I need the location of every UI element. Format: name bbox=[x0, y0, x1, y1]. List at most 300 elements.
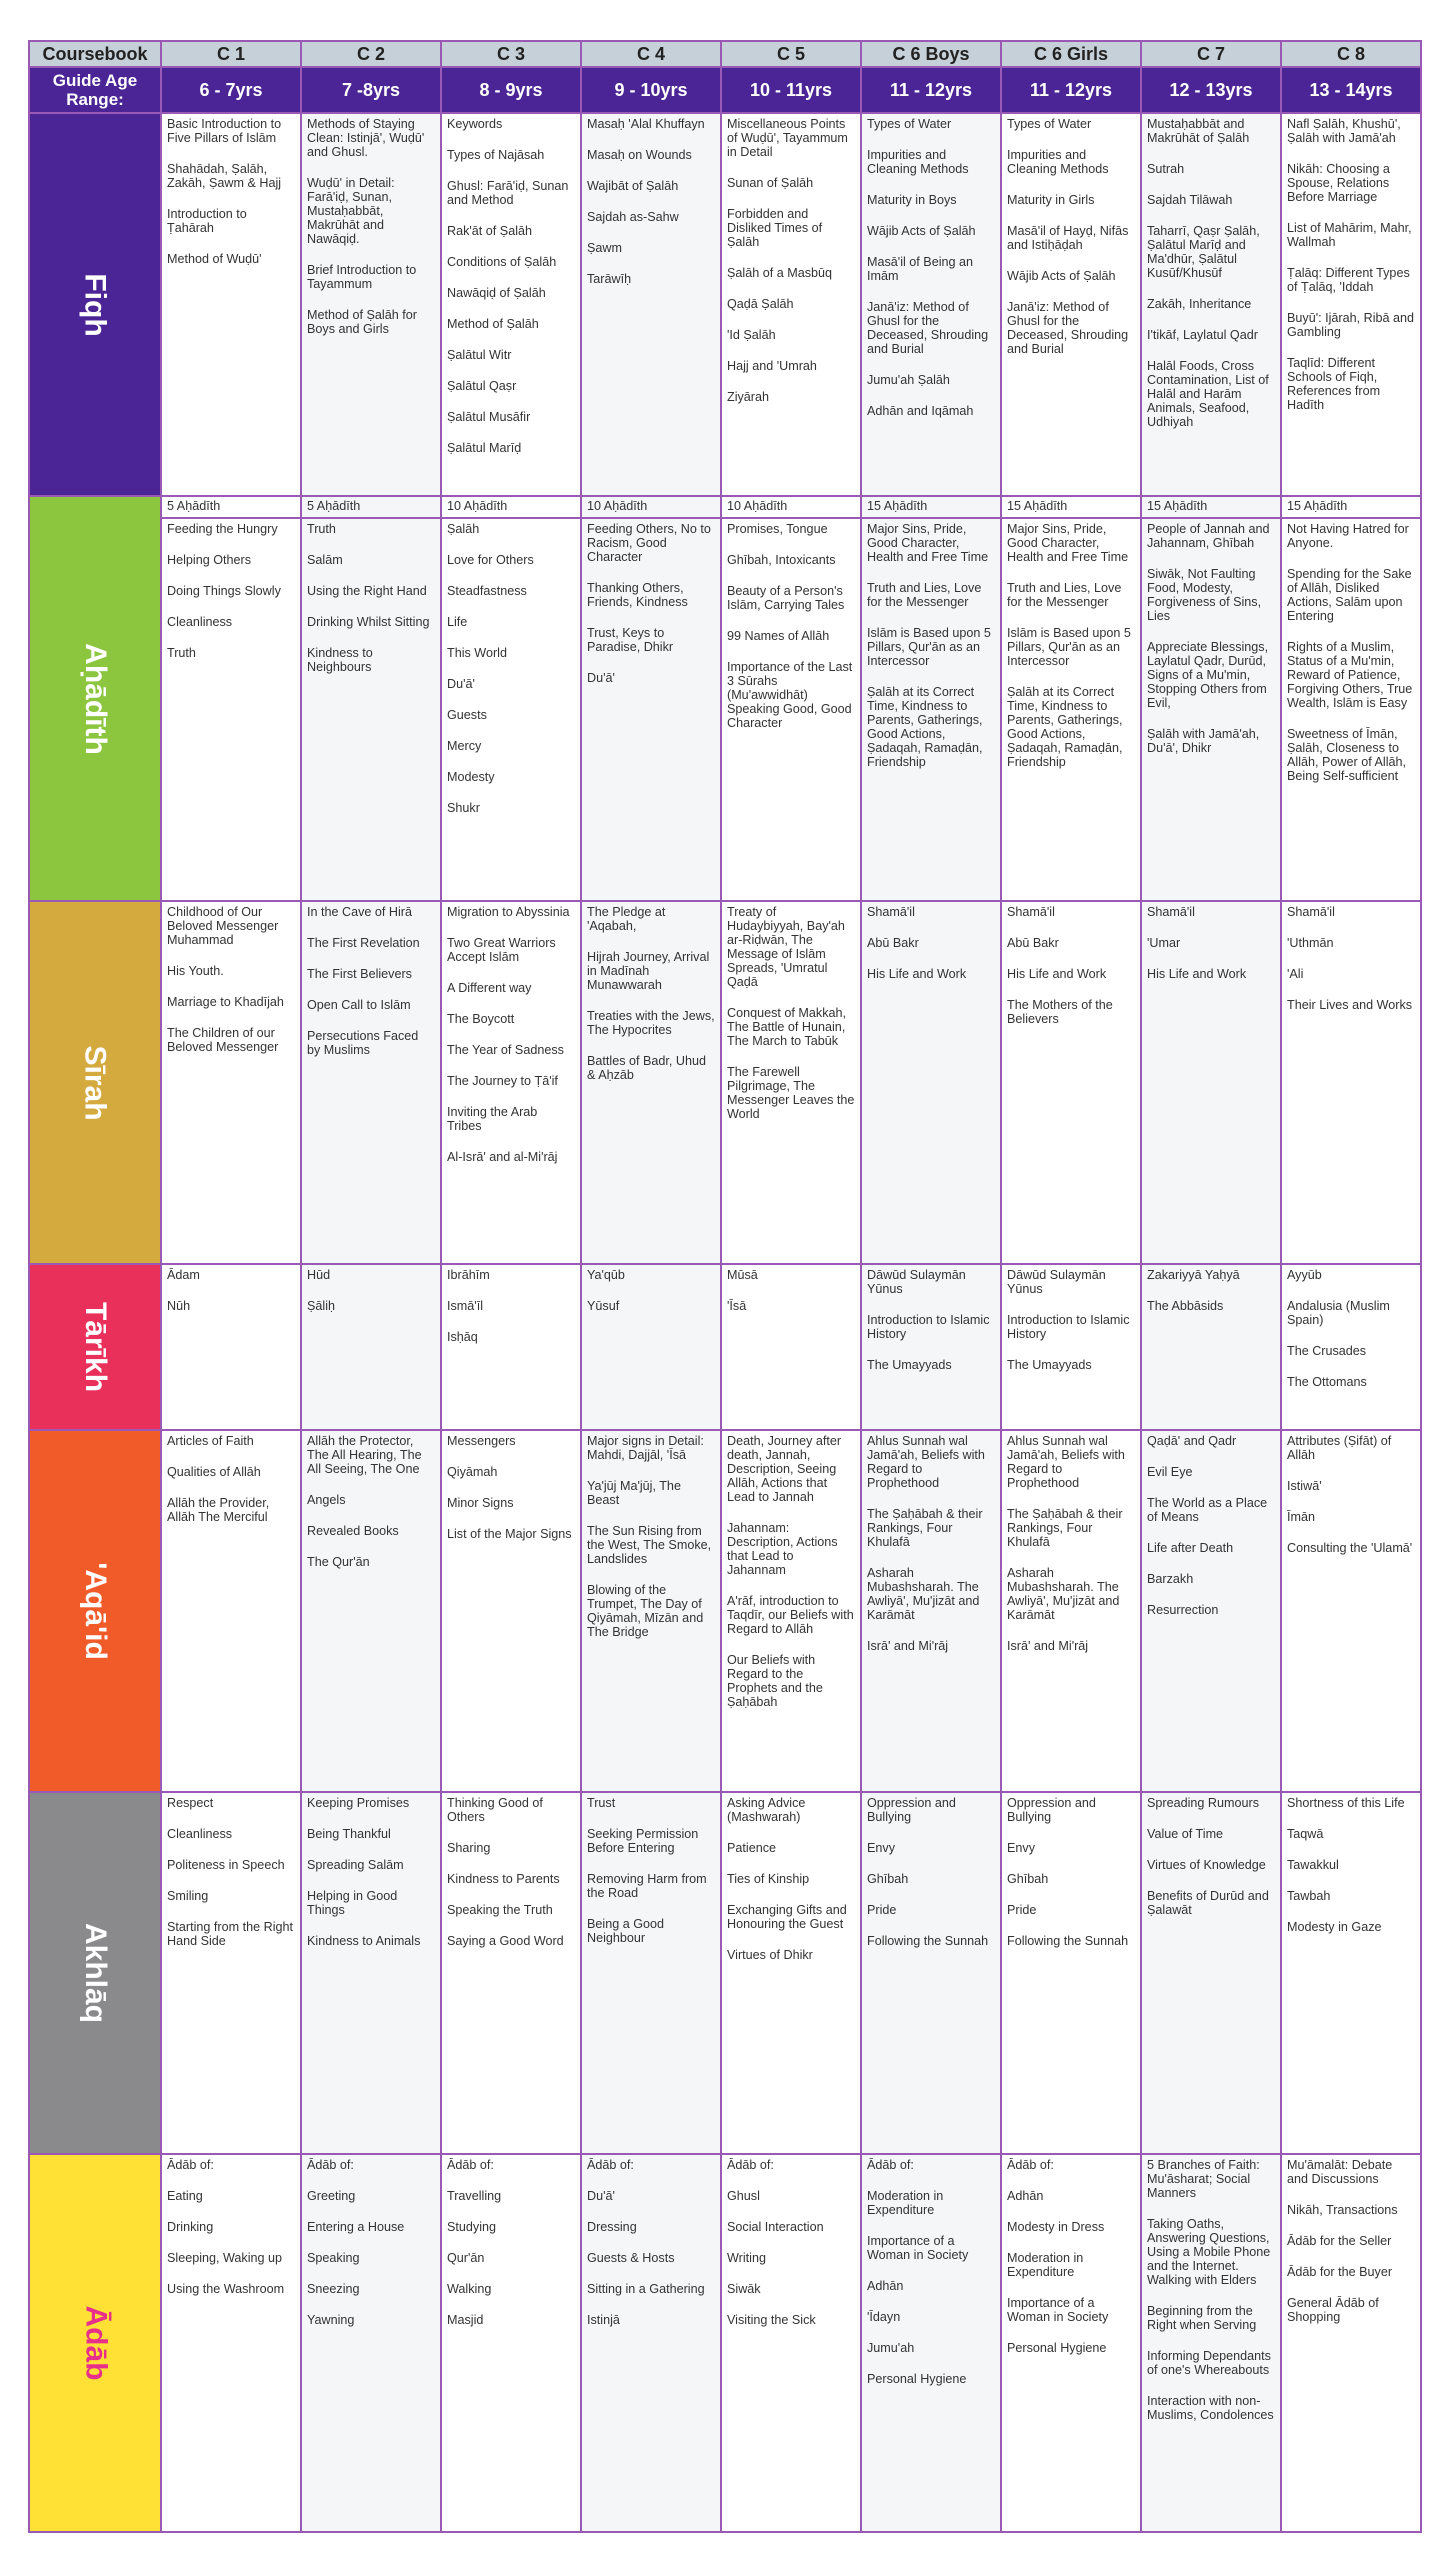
topic-item: Treaties with the Jews, The Hypocrites bbox=[587, 1009, 715, 1037]
akhlaq-row bbox=[29, 1792, 1421, 2154]
topic-item: Drinking Whilst Sitting bbox=[307, 615, 430, 629]
fiqh-cell bbox=[861, 113, 1001, 496]
topic-item: Eating bbox=[167, 2189, 203, 2203]
age-range: 12 - 13yrs bbox=[1141, 67, 1281, 113]
fiqh-row bbox=[29, 113, 1421, 496]
topic-item: Types of Water bbox=[1007, 117, 1092, 131]
topic-item: Envy bbox=[1007, 1841, 1035, 1855]
course-header: C 4 bbox=[581, 41, 721, 67]
topic-item: Smiling bbox=[167, 1889, 209, 1903]
topic-item: Respect bbox=[167, 1796, 214, 1810]
topic-item: Du'ā' bbox=[587, 671, 615, 685]
hadith-count: 10 Aḥādīth bbox=[721, 496, 861, 518]
ahadith-cell bbox=[1141, 518, 1281, 901]
topic-item: The Journey to Ṭā'if bbox=[447, 1074, 558, 1088]
topic-item: Importance of a Woman in Society bbox=[867, 2234, 969, 2262]
topic-item: Ādāb for the Buyer bbox=[1287, 2265, 1393, 2279]
topic-item: Siwāk, Not Faulting Food, Modesty, Forgiveness of Sins, Lies bbox=[1147, 567, 1262, 623]
topic-item: Keeping Promises bbox=[307, 1796, 410, 1810]
adab-cell bbox=[861, 2154, 1001, 2532]
topic-item: Tarāwīḥ bbox=[587, 272, 632, 286]
aqaid-subject-label bbox=[29, 1430, 161, 1792]
hadith-count: 10 Aḥādīth bbox=[441, 496, 581, 518]
topic-item: Thanking Others, Friends, Kindness bbox=[587, 581, 688, 609]
topic-item: Ismā'īl bbox=[447, 1299, 483, 1313]
topic-item: 'Umar bbox=[1147, 936, 1181, 950]
aqaid-row bbox=[29, 1430, 1421, 1792]
topic-item: Minor Signs bbox=[447, 1496, 514, 1510]
topic-item: Isrā' and Mi'rāj bbox=[867, 1639, 949, 1653]
topic-item: Ayyūb bbox=[1287, 1268, 1322, 1282]
ahadith-cell bbox=[721, 518, 861, 901]
topic-item: Oppression and Bullying bbox=[867, 1796, 956, 1824]
topic-item: Ṣalātul Qaṣr bbox=[447, 379, 517, 393]
topic-item: Benefits of Durūd and Ṣalawāt bbox=[1147, 1889, 1269, 1917]
adab-cell bbox=[581, 2154, 721, 2532]
topic-item: Ghībah bbox=[1007, 1872, 1049, 1886]
topic-item: Allāh the Provider, Allāh The Merciful bbox=[167, 1496, 270, 1524]
topic-item: Sunan of Ṣalāh bbox=[727, 176, 814, 190]
topic-item: Types of Najāsah bbox=[447, 148, 545, 162]
topic-item: Our Beliefs with Regard to the Prophets and the Ṣaḥābah bbox=[727, 1653, 823, 1709]
tarikh-cell bbox=[161, 1264, 301, 1430]
topic-item: Major Sins, Pride, Good Character, Health and Free Time bbox=[1007, 522, 1129, 564]
age-range: 8 - 9yrs bbox=[441, 67, 581, 113]
age-range: 7 -8yrs bbox=[301, 67, 441, 113]
topic-item: 99 Names of Allāh bbox=[727, 629, 830, 643]
akhlaq-cell bbox=[721, 1792, 861, 2154]
topic-item: Isrā' and Mi'rāj bbox=[1007, 1639, 1089, 1653]
topic-item: Wājib Acts of Ṣalāh bbox=[1007, 269, 1116, 283]
topic-item: Guests bbox=[447, 708, 487, 722]
topic-item: Guests & Hosts bbox=[587, 2251, 675, 2265]
topic-item: Blowing of the Trumpet, The Day of Qiyāmah, Mīzān and The Bridge bbox=[587, 1583, 704, 1639]
topic-item: Helping in Good Things bbox=[307, 1889, 398, 1917]
tarikh-cell bbox=[301, 1264, 441, 1430]
topic-item: Islām is Based upon 5 Pillars, Qur'ān as an Intercessor bbox=[867, 626, 991, 668]
course-header: C 7 bbox=[1141, 41, 1281, 67]
topic-item: Feeding Others, No to Racism, Good Character bbox=[587, 522, 711, 564]
sirah-cell bbox=[301, 901, 441, 1264]
topic-item: Maturity in Boys bbox=[867, 193, 957, 207]
topic-item: Revealed Books bbox=[307, 1524, 399, 1538]
topic-item: Ghībah bbox=[867, 1872, 909, 1886]
topic-item: The Umayyads bbox=[1007, 1358, 1092, 1372]
topic-item: Their Lives and Works bbox=[1287, 998, 1413, 1012]
course-header: C 3 bbox=[441, 41, 581, 67]
topic-item: Feeding the Hungry bbox=[167, 522, 278, 536]
topic-item: Ya'qūb bbox=[587, 1268, 625, 1282]
topic-item: Sajdah as-Sahw bbox=[587, 210, 679, 224]
topic-item: Allāh the Protector, The All Hearing, The All Seeing, The One bbox=[307, 1434, 422, 1476]
fiqh-cell bbox=[721, 113, 861, 496]
tarikh-subject-label bbox=[29, 1264, 161, 1430]
topic-item: Qualities of Allāh bbox=[167, 1465, 261, 1479]
topic-item: Barzakh bbox=[1147, 1572, 1194, 1586]
topic-item: List of the Major Signs bbox=[447, 1527, 572, 1541]
topic-item: Ādam bbox=[167, 1268, 200, 1282]
ahadith-cell bbox=[161, 518, 301, 901]
adab-subject-label bbox=[29, 2154, 161, 2532]
topic-item: Being Thankful bbox=[307, 1827, 391, 1841]
topic-item: Ṣawm bbox=[587, 241, 622, 255]
topic-item: Methods of Staying Clean: Istinjā', Wuḍū' and Ghusl. bbox=[307, 117, 425, 159]
topic-item: Sweetness of Īmān, Ṣalāh, Closeness to Allāh, Power of Allāh, Being Self-sufficient bbox=[1287, 727, 1407, 783]
topic-item: Treaty of Hudaybiyyah, Bay'ah ar-Riḍwān, The Message of Islām Spreads, 'Umratul Qaḍā bbox=[727, 905, 845, 989]
topic-item: Following the Sunnah bbox=[867, 1934, 989, 1948]
topic-item: Envy bbox=[867, 1841, 895, 1855]
aqaid-cell bbox=[161, 1430, 301, 1792]
subject-title: Fiqh bbox=[79, 272, 112, 337]
topic-item: Ahlus Sunnah wal Jamā'ah, Beliefs with Regard to Prophethood bbox=[1007, 1434, 1125, 1490]
topic-item: Ziyārah bbox=[727, 390, 769, 404]
sirah-cell bbox=[1001, 901, 1141, 1264]
topic-item: 'Ali bbox=[1287, 967, 1304, 981]
topic-item: Sleeping, Waking up bbox=[167, 2251, 283, 2265]
topic-item: Beauty of a Person's Islām, Carrying Tales bbox=[727, 584, 845, 612]
topic-item: Informing Dependants of one's Whereabouts bbox=[1147, 2349, 1271, 2377]
hadith-count: 15 Aḥādīth bbox=[1281, 496, 1421, 518]
topic-item: Taharrī, Qaṣr Ṣalāh, Ṣalātul Marīḍ and Ma'dhūr, Ṣalātul Kusūf/Khusūf bbox=[1147, 224, 1260, 280]
topic-item: List of Mahārim, Mahr, Wallmah bbox=[1287, 221, 1412, 249]
fiqh-cell bbox=[1281, 113, 1421, 496]
hadith-count: 5 Aḥādīth bbox=[161, 496, 301, 518]
topic-item: Dāwūd Sulaymān Yūnus bbox=[1007, 1268, 1106, 1296]
topic-item: Introduction to Ṭahārah bbox=[167, 207, 247, 235]
ahadith-count-row bbox=[29, 496, 1421, 518]
topic-item: Open Call to Islām bbox=[307, 998, 411, 1012]
topic-item: Nikāh: Choosing a Spouse, Relations Before Marriage bbox=[1287, 162, 1390, 204]
topic-item: Jumu'ah bbox=[867, 2341, 915, 2355]
topic-item: Adhān bbox=[1007, 2189, 1044, 2203]
hadith-count: 5 Aḥādīth bbox=[301, 496, 441, 518]
topic-item: The Boycott bbox=[447, 1012, 515, 1026]
topic-item: Ādāb of: bbox=[447, 2158, 494, 2172]
aqaid-cell bbox=[1281, 1430, 1421, 1792]
topic-item: In the Cave of Hirā bbox=[307, 905, 412, 919]
topic-item: Being a Good Neighbour bbox=[587, 1917, 665, 1945]
topic-item: Inviting the Arab Tribes bbox=[447, 1105, 538, 1133]
topic-item: Andalusia (Muslim Spain) bbox=[1287, 1299, 1390, 1327]
tarikh-cell bbox=[721, 1264, 861, 1430]
topic-item: Two Great Warriors Accept Islām bbox=[447, 936, 556, 964]
ahadith-cell bbox=[861, 518, 1001, 901]
topic-item: Greeting bbox=[307, 2189, 356, 2203]
topic-item: Ties of Kinship bbox=[727, 1872, 810, 1886]
topic-item: Janā'iz: Method of Ghusl for the Deceased, Shrouding and Burial bbox=[867, 300, 989, 356]
topic-item: Method of Wuḍū' bbox=[167, 252, 262, 266]
course-header: C 6 Girls bbox=[1001, 41, 1141, 67]
hadith-count: 15 Aḥādīth bbox=[1141, 496, 1281, 518]
topic-item: Moderation in Expenditure bbox=[1007, 2251, 1084, 2279]
topic-item: Wajibāt of Ṣalāh bbox=[587, 179, 679, 193]
topic-item: 'Uthmān bbox=[1287, 936, 1334, 950]
topic-item: Shamā'il bbox=[867, 905, 915, 919]
topic-item: Promises, Tongue bbox=[727, 522, 828, 536]
hadith-count: 15 Aḥādīth bbox=[1001, 496, 1141, 518]
topic-item: Shahādah, Ṣalāh, Zakāh, Ṣawm & Hajj bbox=[167, 162, 282, 190]
topic-item: Ṣalātul Witr bbox=[447, 348, 512, 362]
topic-item: Modesty in Dress bbox=[1007, 2220, 1105, 2234]
topic-item: Halāl Foods, Cross Contamination, List of Halāl and Harām Animals, Seafood, Udhiyah bbox=[1147, 359, 1269, 429]
fiqh-cell bbox=[1001, 113, 1141, 496]
topic-item: Du'ā' bbox=[587, 2189, 615, 2203]
topic-item: Kindness to Animals bbox=[307, 1934, 421, 1948]
topic-item: Hūd bbox=[307, 1268, 331, 1282]
sirah-cell bbox=[441, 901, 581, 1264]
topic-item: Cleanliness bbox=[167, 1827, 233, 1841]
topic-item: Walking bbox=[447, 2282, 492, 2296]
topic-item: Thinking Good of Others bbox=[447, 1796, 543, 1824]
topic-item: Qaḍā' and Qadr bbox=[1147, 1434, 1237, 1448]
topic-item: Asharah Mubashsharah. The Awliyā', Mu'jizāt and Karāmāt bbox=[867, 1566, 980, 1622]
topic-item: Ṣāliḥ bbox=[307, 1299, 336, 1313]
topic-item: The Ottomans bbox=[1287, 1375, 1367, 1389]
topic-item: Buyū': Ijārah, Ribā and Gambling bbox=[1287, 311, 1415, 339]
topic-item: Travelling bbox=[447, 2189, 502, 2203]
age-range: 13 - 14yrs bbox=[1281, 67, 1421, 113]
topic-item: Miscellaneous Points of Wuḍū', Tayammum in Detail bbox=[727, 117, 848, 159]
adab-row bbox=[29, 2154, 1421, 2532]
topic-item: Evil Eye bbox=[1147, 1465, 1193, 1479]
topic-item: Keywords bbox=[447, 117, 503, 131]
topic-item: The Farewell Pilgrimage, The Messenger Leaves the World bbox=[727, 1065, 855, 1121]
ahadith-cell bbox=[1281, 518, 1421, 901]
ahadith-row bbox=[29, 518, 1421, 901]
topic-item: Pride bbox=[1007, 1903, 1037, 1917]
subject-title: 'Aqā'id bbox=[78, 1562, 112, 1660]
topic-item: Consulting the 'Ulamā' bbox=[1287, 1541, 1413, 1555]
topic-item: Using the Right Hand bbox=[307, 584, 427, 598]
topic-item: Major signs in Detail: Mahdi, Dajjāl, 'Īsā bbox=[587, 1434, 704, 1462]
age-range: 10 - 11yrs bbox=[721, 67, 861, 113]
topic-item: Conquest of Makkah, The Battle of Hunain, The March to Tabūk bbox=[727, 1006, 847, 1048]
topic-item: Mu'āmalāt: Debate and Discussions bbox=[1287, 2158, 1393, 2186]
topic-item: Speaking bbox=[307, 2251, 360, 2265]
topic-item: Yawning bbox=[307, 2313, 355, 2327]
topic-item: Ṣalāh of a Masbūq bbox=[727, 266, 833, 280]
tarikh-cell bbox=[441, 1264, 581, 1430]
aqaid-cell bbox=[301, 1430, 441, 1792]
topic-item: Messengers bbox=[447, 1434, 516, 1448]
topic-item: Migration to Abyssinia bbox=[447, 905, 570, 919]
topic-item: Ādāb of: bbox=[587, 2158, 634, 2172]
curriculum-sheet bbox=[28, 40, 1420, 2533]
coursebook-label: Coursebook bbox=[29, 41, 161, 67]
topic-item: Ibrāhīm bbox=[447, 1268, 490, 1282]
adab-cell bbox=[161, 2154, 301, 2532]
topic-item: Removing Harm from the Road bbox=[587, 1872, 707, 1900]
topic-item: Qur'ān bbox=[447, 2251, 485, 2265]
topic-item: Mūsā bbox=[727, 1268, 758, 1282]
topic-item: Ghusl: Farā'iḍ, Sunan and Method bbox=[447, 179, 569, 207]
topic-item: Helping Others bbox=[167, 553, 251, 567]
aqaid-cell bbox=[1001, 1430, 1141, 1792]
topic-item: Shamā'il bbox=[1287, 905, 1335, 919]
topic-item: Īmān bbox=[1287, 1510, 1315, 1524]
sirah-cell bbox=[721, 901, 861, 1264]
subject-title: Ādāb bbox=[79, 2305, 112, 2381]
topic-item: His Life and Work bbox=[1147, 967, 1247, 981]
topic-item: Personal Hygiene bbox=[867, 2372, 967, 2386]
adab-cell bbox=[721, 2154, 861, 2532]
topic-item: Entering a House bbox=[307, 2220, 405, 2234]
topic-item: Virtues of Dhikr bbox=[727, 1948, 813, 1962]
topic-item: Battles of Badr, Uhud & Aḥzāb bbox=[587, 1054, 707, 1082]
topic-item: Adhān bbox=[867, 2279, 904, 2293]
course-header: C 8 bbox=[1281, 41, 1421, 67]
topic-item: The Children of our Beloved Messenger bbox=[167, 1026, 279, 1054]
topic-item: Qiyāmah bbox=[447, 1465, 498, 1479]
topic-item: Articles of Faith bbox=[167, 1434, 254, 1448]
topic-item: Masaḥ on Wounds bbox=[587, 148, 692, 162]
topic-item: Masjid bbox=[447, 2313, 484, 2327]
topic-item: Virtues of Knowledge bbox=[1147, 1858, 1266, 1872]
aqaid-cell bbox=[861, 1430, 1001, 1792]
topic-item: Islām is Based upon 5 Pillars, Qur'ān as an Intercessor bbox=[1007, 626, 1131, 668]
topic-item: Abū Bakr bbox=[1007, 936, 1059, 950]
topic-item: Personal Hygiene bbox=[1007, 2341, 1107, 2355]
topic-item: Shamā'il bbox=[1007, 905, 1055, 919]
topic-item: Attributes (Ṣifāt) of Allāh bbox=[1287, 1434, 1392, 1462]
topic-item: His Life and Work bbox=[1007, 967, 1107, 981]
aqaid-cell bbox=[581, 1430, 721, 1792]
topic-item: Sitting in a Gathering bbox=[587, 2282, 705, 2296]
topic-item: Starting from the Right Hand Side bbox=[167, 1920, 293, 1948]
hadith-count: 15 Aḥādīth bbox=[861, 496, 1001, 518]
hadith-count: 10 Aḥādīth bbox=[581, 496, 721, 518]
sirah-cell bbox=[861, 901, 1001, 1264]
topic-item: Method of Ṣalāh bbox=[447, 317, 539, 331]
topic-item: A'rāf, introduction to Taqdīr, our Beliefs with Regard to Allāh bbox=[727, 1594, 854, 1636]
akhlaq-cell bbox=[861, 1792, 1001, 2154]
topic-item: The Ṣaḥābah & their Rankings, Four Khulafā bbox=[867, 1507, 983, 1549]
topic-item: This World bbox=[447, 646, 507, 660]
topic-item: Abū Bakr bbox=[867, 936, 919, 950]
topic-item: Al-Isrā' and al-Mi'rāj bbox=[447, 1150, 558, 1164]
topic-item: Zakariyyā Yaḥyā bbox=[1147, 1268, 1240, 1282]
topic-item: Nafl Ṣalāh, Khushū', Ṣalāh with Jamā'ah bbox=[1287, 117, 1401, 145]
tarikh-cell bbox=[1141, 1264, 1281, 1430]
akhlaq-cell bbox=[1281, 1792, 1421, 2154]
topic-item: Ādāb for the Seller bbox=[1287, 2234, 1392, 2248]
age-range: 11 - 12yrs bbox=[861, 67, 1001, 113]
topic-item: Interaction with non-Muslims, Condolences bbox=[1147, 2394, 1274, 2422]
tarikh-cell bbox=[861, 1264, 1001, 1430]
topic-item: His Youth. bbox=[167, 964, 224, 978]
tarikh-cell bbox=[581, 1264, 721, 1430]
topic-item: Ādāb of: bbox=[727, 2158, 774, 2172]
topic-item: Shortness of this Life bbox=[1287, 1796, 1405, 1810]
subject-title: Sīrah bbox=[79, 1044, 112, 1121]
age-range: 11 - 12yrs bbox=[1001, 67, 1141, 113]
topic-item: Siwāk bbox=[727, 2282, 761, 2296]
topic-item: Social Interaction bbox=[727, 2220, 824, 2234]
topic-item: Using the Washroom bbox=[167, 2282, 285, 2296]
topic-item: Life bbox=[447, 615, 468, 629]
ahadith-cell bbox=[441, 518, 581, 901]
topic-item: Ṣalāh at its Correct Time, Kindness to Parents, Gatherings, Good Actions, Ṣadaqah, Ramaḍān, Friendship bbox=[867, 685, 983, 769]
subject-title: Akhlāq bbox=[79, 1922, 112, 2024]
topic-item: Kindness to Neighbours bbox=[307, 646, 373, 674]
topic-item: The First Revelation bbox=[307, 936, 420, 950]
topic-item: The First Believers bbox=[307, 967, 412, 981]
topic-item: Truth bbox=[307, 522, 336, 536]
ahadith-cell bbox=[301, 518, 441, 901]
topic-item: Rak'āt of Ṣalāh bbox=[447, 224, 533, 238]
akhlaq-cell bbox=[1001, 1792, 1141, 2154]
topic-item: Taqwā bbox=[1287, 1827, 1324, 1841]
topic-item: Forbidden and Disliked Times of Ṣalāh bbox=[727, 207, 823, 249]
sirah-row bbox=[29, 901, 1421, 1264]
topic-item: Resurrection bbox=[1147, 1603, 1219, 1617]
topic-item: Jahannam: Description, Actions that Lead to Jahannam bbox=[727, 1521, 838, 1577]
topic-item: Sutrah bbox=[1147, 162, 1185, 176]
subject-title: Aḥādīth bbox=[79, 642, 112, 755]
topic-item: Truth bbox=[167, 646, 196, 660]
topic-item: Steadfastness bbox=[447, 584, 527, 598]
topic-item: Wājib Acts of Ṣalāh bbox=[867, 224, 976, 238]
topic-item: Ṣalāh at its Correct Time, Kindness to Parents, Gatherings, Good Actions, Ṣadaqah, Ramaḍān, Friendship bbox=[1007, 685, 1123, 769]
course-header-row bbox=[29, 41, 1421, 67]
tarikh-row bbox=[29, 1264, 1421, 1430]
topic-item: Dressing bbox=[587, 2220, 637, 2234]
topic-item: Maturity in Girls bbox=[1007, 193, 1095, 207]
topic-item: I'tikāf, Laylatul Qadr bbox=[1147, 328, 1258, 342]
adab-cell bbox=[441, 2154, 581, 2532]
akhlaq-cell bbox=[301, 1792, 441, 2154]
topic-item: Rights of a Muslim, Status of a Mu'min, Reward of Patience, Forgiving Others, True Wealth, Islām is Easy bbox=[1287, 640, 1413, 710]
topic-item: Mercy bbox=[447, 739, 482, 753]
topic-item: Sharing bbox=[447, 1841, 491, 1855]
adab-cell bbox=[1141, 2154, 1281, 2532]
topic-item: Salām bbox=[307, 553, 343, 567]
age-range: 9 - 10yrs bbox=[581, 67, 721, 113]
topic-item: Ṣalātul Musāfir bbox=[447, 410, 531, 424]
topic-item: The Sun Rising from the West, The Smoke, Landslides bbox=[587, 1524, 712, 1566]
age-range: 6 - 7yrs bbox=[161, 67, 301, 113]
topic-item: Modesty bbox=[447, 770, 495, 784]
topic-item: Masā'il of Hayḍ, Nifās and Istiḥāḍah bbox=[1007, 224, 1129, 252]
topic-item: Asking Advice (Mashwarah) bbox=[727, 1796, 806, 1824]
topic-item: Visiting the Sick bbox=[727, 2313, 816, 2327]
aqaid-cell bbox=[721, 1430, 861, 1792]
topic-item: Conditions of Ṣalāh bbox=[447, 255, 557, 269]
topic-item: The Umayyads bbox=[867, 1358, 952, 1372]
topic-item: Ghusl bbox=[727, 2189, 760, 2203]
fiqh-subject-label bbox=[29, 113, 161, 496]
topic-item: Value of Time bbox=[1147, 1827, 1224, 1841]
topic-item: Introduction to Islamic History bbox=[867, 1313, 990, 1341]
topic-item: Importance of the Last 3 Sūrahs (Mu'awwidhāt) Speaking Good, Good Character bbox=[727, 660, 853, 730]
aqaid-cell bbox=[1141, 1430, 1281, 1792]
topic-item: A Different way bbox=[447, 981, 532, 995]
topic-item: Jumu'ah Ṣalāh bbox=[867, 373, 950, 387]
topic-item: Life after Death bbox=[1147, 1541, 1234, 1555]
topic-item: Basic Introduction to Five Pillars of Islām bbox=[167, 117, 282, 145]
sirah-cell bbox=[1281, 901, 1421, 1264]
topic-item: 'Īdayn bbox=[867, 2310, 901, 2324]
adab-cell bbox=[301, 2154, 441, 2532]
aqaid-cell bbox=[441, 1430, 581, 1792]
topic-item: Spending for the Sake of Allāh, Disliked Actions, Salām upon Entering bbox=[1287, 567, 1412, 623]
topic-item: Ādāb of: bbox=[307, 2158, 354, 2172]
topic-item: Method of Ṣalāh for Boys and Girls bbox=[307, 308, 417, 336]
topic-item: Truth and Lies, Love for the Messenger bbox=[1007, 581, 1122, 609]
topic-item: Adhān and Iqāmah bbox=[867, 404, 974, 418]
sirah-cell bbox=[161, 901, 301, 1264]
curriculum-table bbox=[28, 40, 1422, 2533]
